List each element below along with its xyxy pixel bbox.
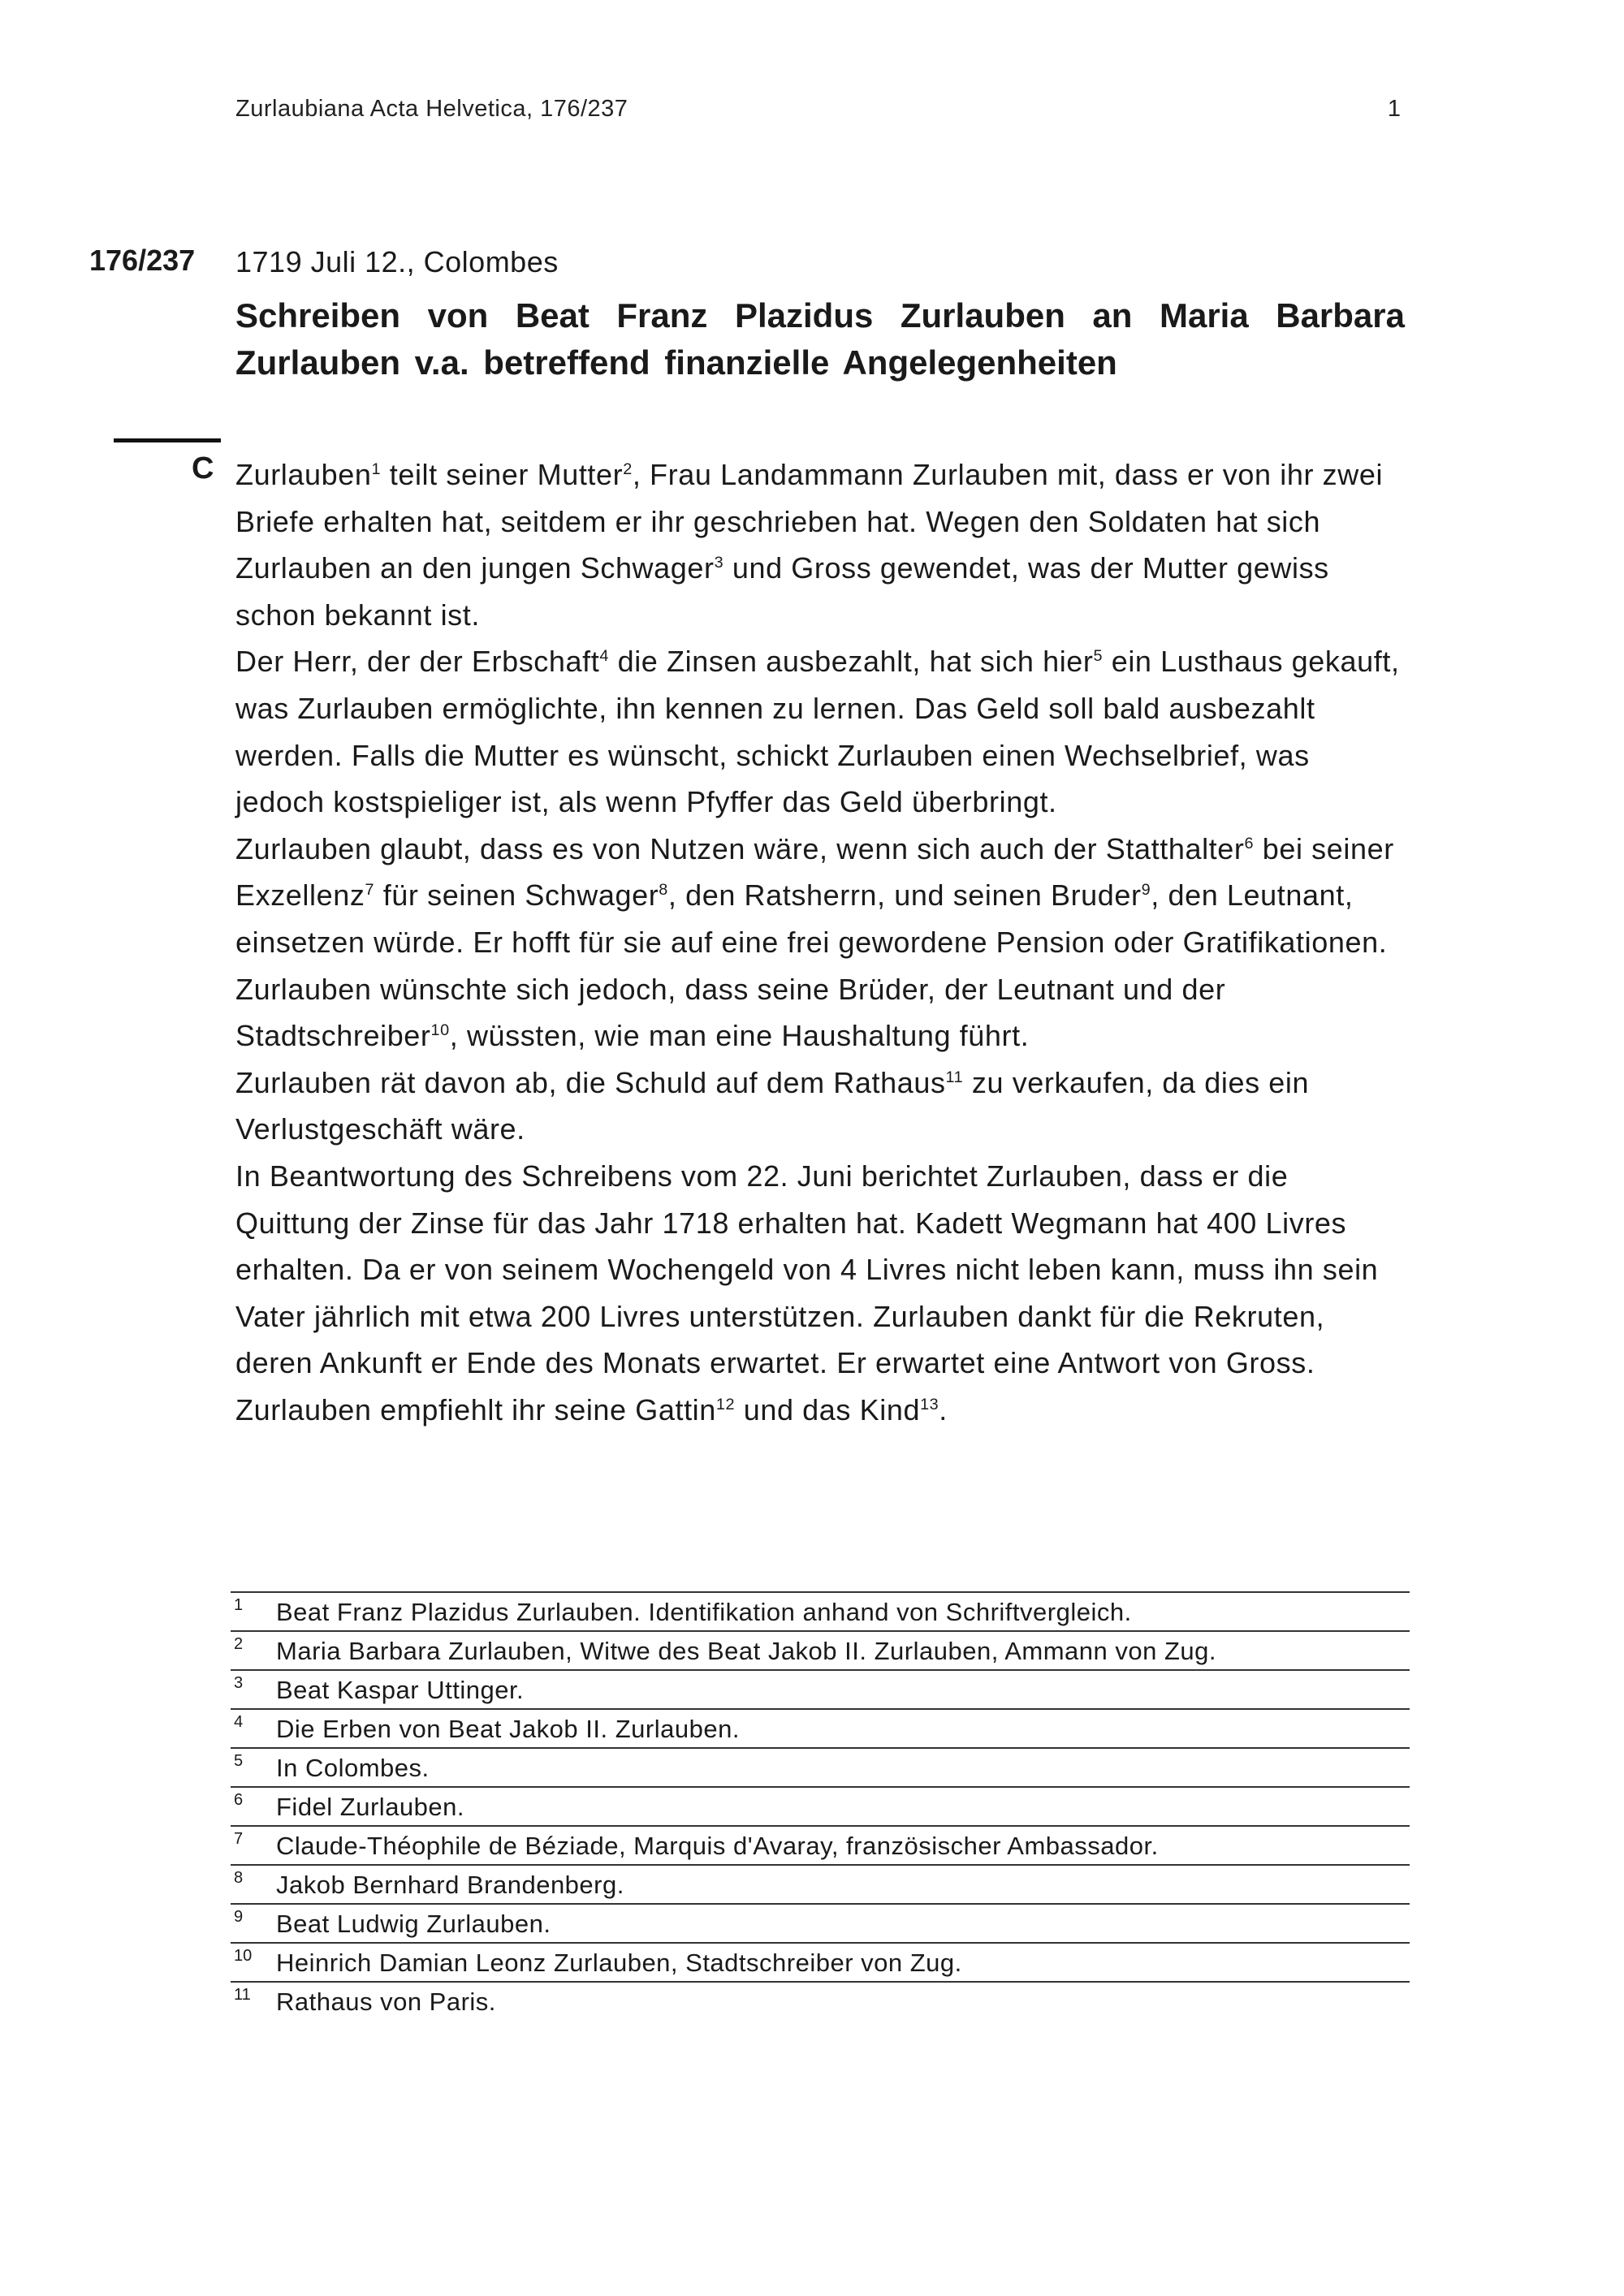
footnote-text: Beat Ludwig Zurlauben.: [276, 1910, 551, 1938]
footnote: [231, 1671, 1410, 1710]
footnote-ref[interactable]: 8: [659, 881, 668, 900]
footnote-number: 1: [234, 1596, 244, 1614]
footnote-ref[interactable]: 12: [715, 1395, 736, 1413]
footnote: [231, 1905, 1410, 1944]
footnote-ref[interactable]: 3: [714, 554, 724, 572]
footnote-text: Rathaus von Paris.: [276, 1987, 496, 2016]
footnote-number: 9: [234, 1908, 244, 1926]
footnote: [231, 1983, 1410, 2022]
footnote-text: Maria Barbara Zurlauben, Witwe des Beat Jakob II. Zurlauben, Ammann von Zug.: [276, 1637, 1216, 1665]
footnote-ref[interactable]: 1: [371, 460, 382, 478]
footnote-number: 2: [234, 1635, 244, 1653]
footnote-ref[interactable]: 9: [1141, 881, 1151, 900]
footnote-number: 11: [234, 1986, 251, 2004]
paragraph: Zurlauben empfiehlt ihr seine Gattin$^{12}$ und das Kind$^{13}$.: [235, 1392, 948, 1426]
footnote-ref[interactable]: 10: [430, 1021, 450, 1040]
footnote-ref[interactable]: 4: [599, 647, 609, 666]
regest-body: [235, 451, 1405, 1433]
footnote: [231, 1788, 1410, 1827]
paragraph: Zurlauben glaubt, dass es von Nutzen wäre, wenn sich auch der Statthalter$^6$ bei seiner Exzellenz$^7$ für seinen Schwager$^8$, den Ratsherrn, und seinen Bruder$^9$, den Leutnant, einsetzen würde. Er hofft für sie auf eine frei gewordene Pension oder Gratifikationen. Zurlauben wünschte sich jedoch, dass seine Brüder, der Leutnant und der Stadtschreiber$^{10}$, wüssten, wie man eine Haushaltung führt.: [235, 831, 1394, 1053]
footnote-number: 8: [234, 1869, 244, 1887]
footnote-number: 7: [234, 1830, 244, 1848]
date-place: 1719 Juli 12., Colombes: [235, 245, 559, 278]
footnote: [231, 1866, 1410, 1905]
footnote: [231, 1593, 1410, 1632]
footnote-text: Die Erben von Beat Jakob II. Zurlauben.: [276, 1715, 740, 1743]
footnote-ref[interactable]: 6: [1244, 834, 1255, 852]
footnote-number: 4: [234, 1713, 244, 1731]
footnote-number: 3: [234, 1674, 244, 1692]
footnote-number: 5: [234, 1752, 244, 1770]
paragraph: Zurlauben rät davon ab, die Schuld auf dem Rathaus$^{11}$ zu verkaufen, da dies ein Verlustgeschäft wäre.: [235, 1065, 1310, 1146]
footnotes: [231, 1591, 1410, 2022]
paragraph: In Beantwortung des Schreibens vom 22. Juni berichtet Zurlauben, dass er die Quittung der Zinse für das Jahr 1718 erhalten hat. Kadett Wegmann hat 400 Livres erhalten. Da er von seinem Wochengeld von 4 Livres nicht leben kann, muss ihn sein Vater jährlich mit etwa 200 Livres unterstützen. Zurlauben dankt für die Rekruten, deren Ankunft er Ende des Monats erwartet. Er erwartet eine Antwort von Gross.: [235, 1159, 1379, 1380]
footnote-ref[interactable]: 7: [365, 881, 375, 900]
footnote-ref[interactable]: 11: [945, 1068, 964, 1086]
footnote-text: In Colombes.: [276, 1754, 430, 1782]
footnote: [231, 1749, 1410, 1788]
footnote-text: Beat Kaspar Uttinger.: [276, 1676, 525, 1704]
running-title: Zurlaubiana Acta Helvetica, 176/237: [235, 96, 628, 122]
footnote-text: Claude-Théophile de Béziade, Marquis d'Avaray, französischer Ambassador.: [276, 1832, 1159, 1860]
paragraph: Der Herr, der der Erbschaft$^4$ die Zinsen ausbezahlt, hat sich hier$^5$ ein Lusthaus gekauft, was Zurlauben ermöglichte, ihn kennen zu lernen. Das Geld soll bald ausbezahlt werden. Falls die Mutter es wünscht, schickt Zurlauben einen Wechselbrief, was jedoch kostspieliger ist, als wenn Pfyffer das Geld überbringt.: [235, 645, 1400, 819]
footnote: [231, 1827, 1410, 1866]
footnote-text: Jakob Bernhard Brandenberg.: [276, 1871, 624, 1899]
footnote-text: Fidel Zurlauben.: [276, 1793, 465, 1821]
page-number: 1: [1387, 96, 1401, 122]
footnote-number: 6: [234, 1791, 244, 1809]
footnote-text: Heinrich Damian Leonz Zurlauben, Stadtschreiber von Zug.: [276, 1949, 962, 1977]
footnote: [231, 1944, 1410, 1983]
section-rule: [114, 438, 221, 442]
footnote-number: 10: [234, 1947, 253, 1965]
footnote-ref[interactable]: 2: [623, 460, 633, 478]
footnote: [231, 1710, 1410, 1749]
footnote: [231, 1632, 1410, 1671]
footnote-text: Beat Franz Plazidus Zurlauben. Identifikation anhand von Schriftvergleich.: [276, 1598, 1132, 1626]
document-title: Schreiben von Beat Franz Plazidus Zurlauben an Maria Barbara Zurlauben v.a. betreffend finanzielle Angelegenheiten: [235, 296, 1405, 382]
footnote-ref[interactable]: 13: [920, 1395, 939, 1413]
document-number: 176/237: [89, 244, 196, 277]
paragraph: Zurlauben$^1$ teilt seiner Mutter$^2$, Frau Landammann Zurlauben mit, dass er von ihr zwei Briefe erhalten hat, seitdem er ihr geschrieben hat. Wegen den Soldaten hat sich Zurlauben an den jungen Schwager$^3$ und Gross gewendet, was der Mutter gewiss schon bekannt ist.: [235, 458, 1384, 632]
regest-marker: C: [192, 451, 214, 486]
footnote-ref[interactable]: 5: [1093, 647, 1104, 666]
